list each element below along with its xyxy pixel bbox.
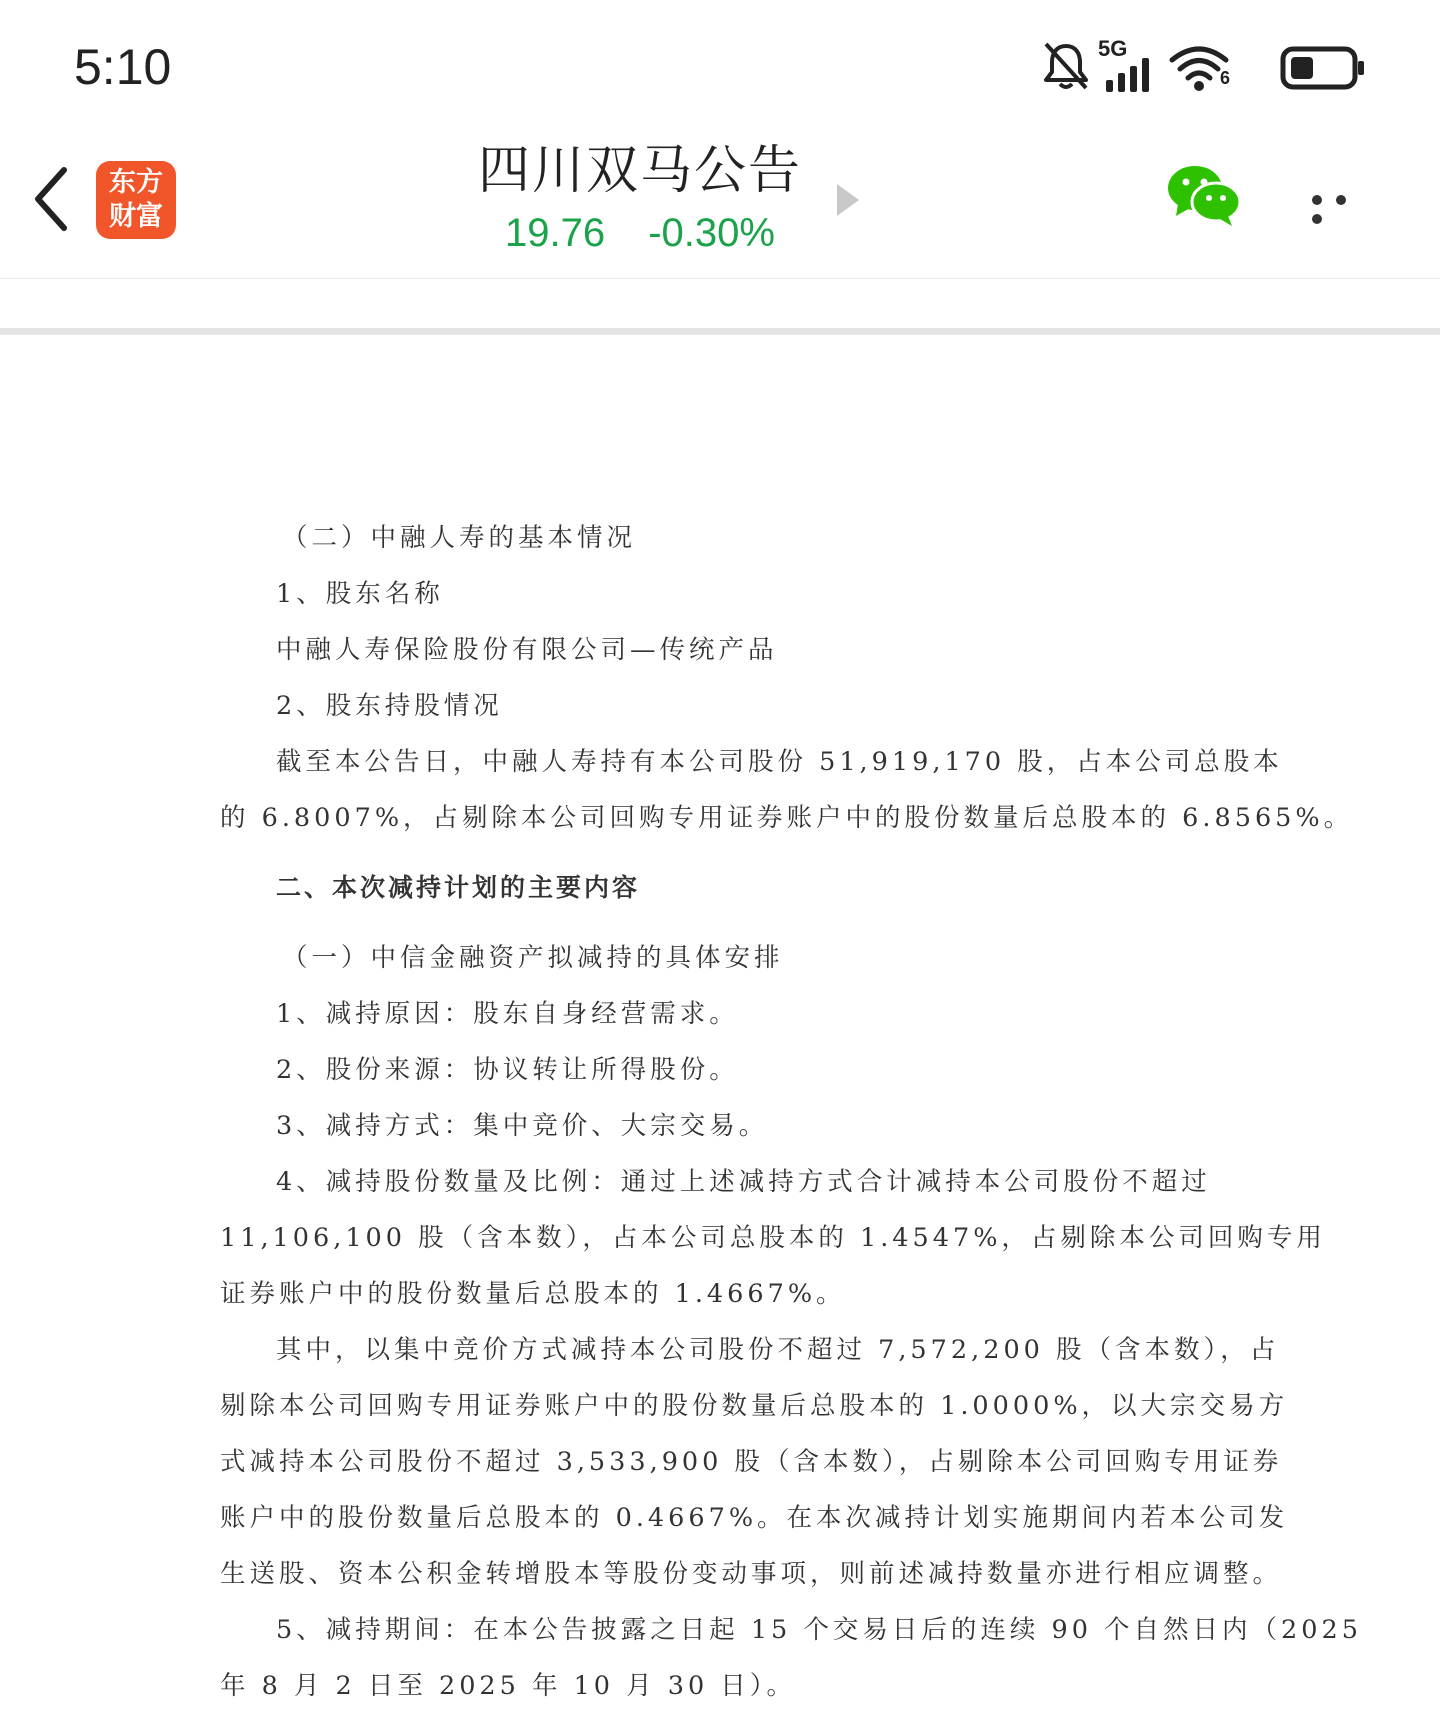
doc-line: 剔除本公司回购专用证券账户中的股份数量后总股本的 1.0000%，以大宗交易方 xyxy=(220,1391,1289,1421)
stock-price: 19.76 xyxy=(505,211,606,255)
status-time: 5:10 xyxy=(74,39,172,95)
doc-part-heading: 二、本次减持计划的主要内容 xyxy=(276,873,641,902)
doc-line: 中融人寿保险股份有限公司—传统产品 xyxy=(276,635,778,665)
doc-line: 年 8 月 2 日至 2025 年 10 月 30 日）。 xyxy=(220,1671,797,1701)
doc-line: 的 6.8007%，占剔除本公司回购专用证券账户中的股份数量后总股本的 6.8565%。 xyxy=(220,803,1354,833)
play-arrow-icon[interactable] xyxy=(835,182,861,218)
announcement-document xyxy=(220,510,1362,1714)
app-header xyxy=(0,130,1440,279)
doc-line: 1、减持原因：股东自身经营需求。 xyxy=(276,999,739,1029)
battery-icon xyxy=(1280,46,1366,90)
network-type: 5G xyxy=(1098,36,1128,61)
doc-line: 生送股、资本公积金转增股本等股份变动事项，则前述减持数量亦进行相应调整。 xyxy=(220,1559,1283,1589)
stock-quote xyxy=(440,206,840,260)
more-options-icon[interactable] xyxy=(1312,190,1382,208)
doc-line: 2、股东持股情况 xyxy=(276,691,503,721)
wifi-label: 6 xyxy=(1220,68,1231,88)
logo-text-1: 东方 xyxy=(109,167,163,198)
app-logo[interactable] xyxy=(96,161,176,239)
doc-line: 5、减持期间：在本公告披露之日起 15 个交易日后的连续 90 个自然日内（2025 xyxy=(276,1615,1362,1645)
title-block[interactable] xyxy=(440,138,840,260)
signal-icon xyxy=(1104,54,1160,94)
doc-line: 式减持本公司股份不超过 3,533,900 股（含本数），占剔除本公司回购专用证券 xyxy=(220,1447,1283,1477)
page-title: 四川双马公告 xyxy=(477,141,802,201)
doc-line: 截至本公告日，中融人寿持有本公司股份 51,919,170 股，占本公司总股本 xyxy=(276,747,1283,777)
status-icons xyxy=(1040,36,1360,96)
doc-line: 3、减持方式：集中竞价、大宗交易。 xyxy=(276,1111,769,1141)
doc-line: 2、股份来源：协议转让所得股份。 xyxy=(276,1055,739,1085)
doc-line: 其中，以集中竞价方式减持本公司股份不超过 7,572,200 股（含本数），占 xyxy=(276,1335,1280,1365)
doc-line: 11,106,100 股（含本数），占本公司总股本的 1.4547%，占剔除本公司回购专用 xyxy=(220,1223,1326,1253)
mute-icon xyxy=(1040,40,1092,92)
logo-text-2: 财富 xyxy=(109,201,163,232)
doc-line: 证券账户中的股份数量后总股本的 1.4667%。 xyxy=(220,1279,846,1309)
doc-line: 4、减持股份数量及比例：通过上述减持方式合计减持本公司股份不超过 xyxy=(276,1167,1211,1197)
section-divider xyxy=(0,328,1440,335)
wechat-share-icon[interactable] xyxy=(1166,164,1242,226)
stock-change: -0.30% xyxy=(648,211,775,255)
doc-section-heading: （二）中融人寿的基本情况 xyxy=(282,523,637,553)
back-icon[interactable] xyxy=(26,160,76,238)
status-bar xyxy=(0,0,1440,130)
doc-line: 1、股东名称 xyxy=(276,579,444,609)
doc-line: 账户中的股份数量后总股本的 0.4667%。在本次减持计划实施期间内若本公司发 xyxy=(220,1503,1289,1533)
doc-section-heading: （一）中信金融资产拟减持的具体安排 xyxy=(282,943,784,973)
